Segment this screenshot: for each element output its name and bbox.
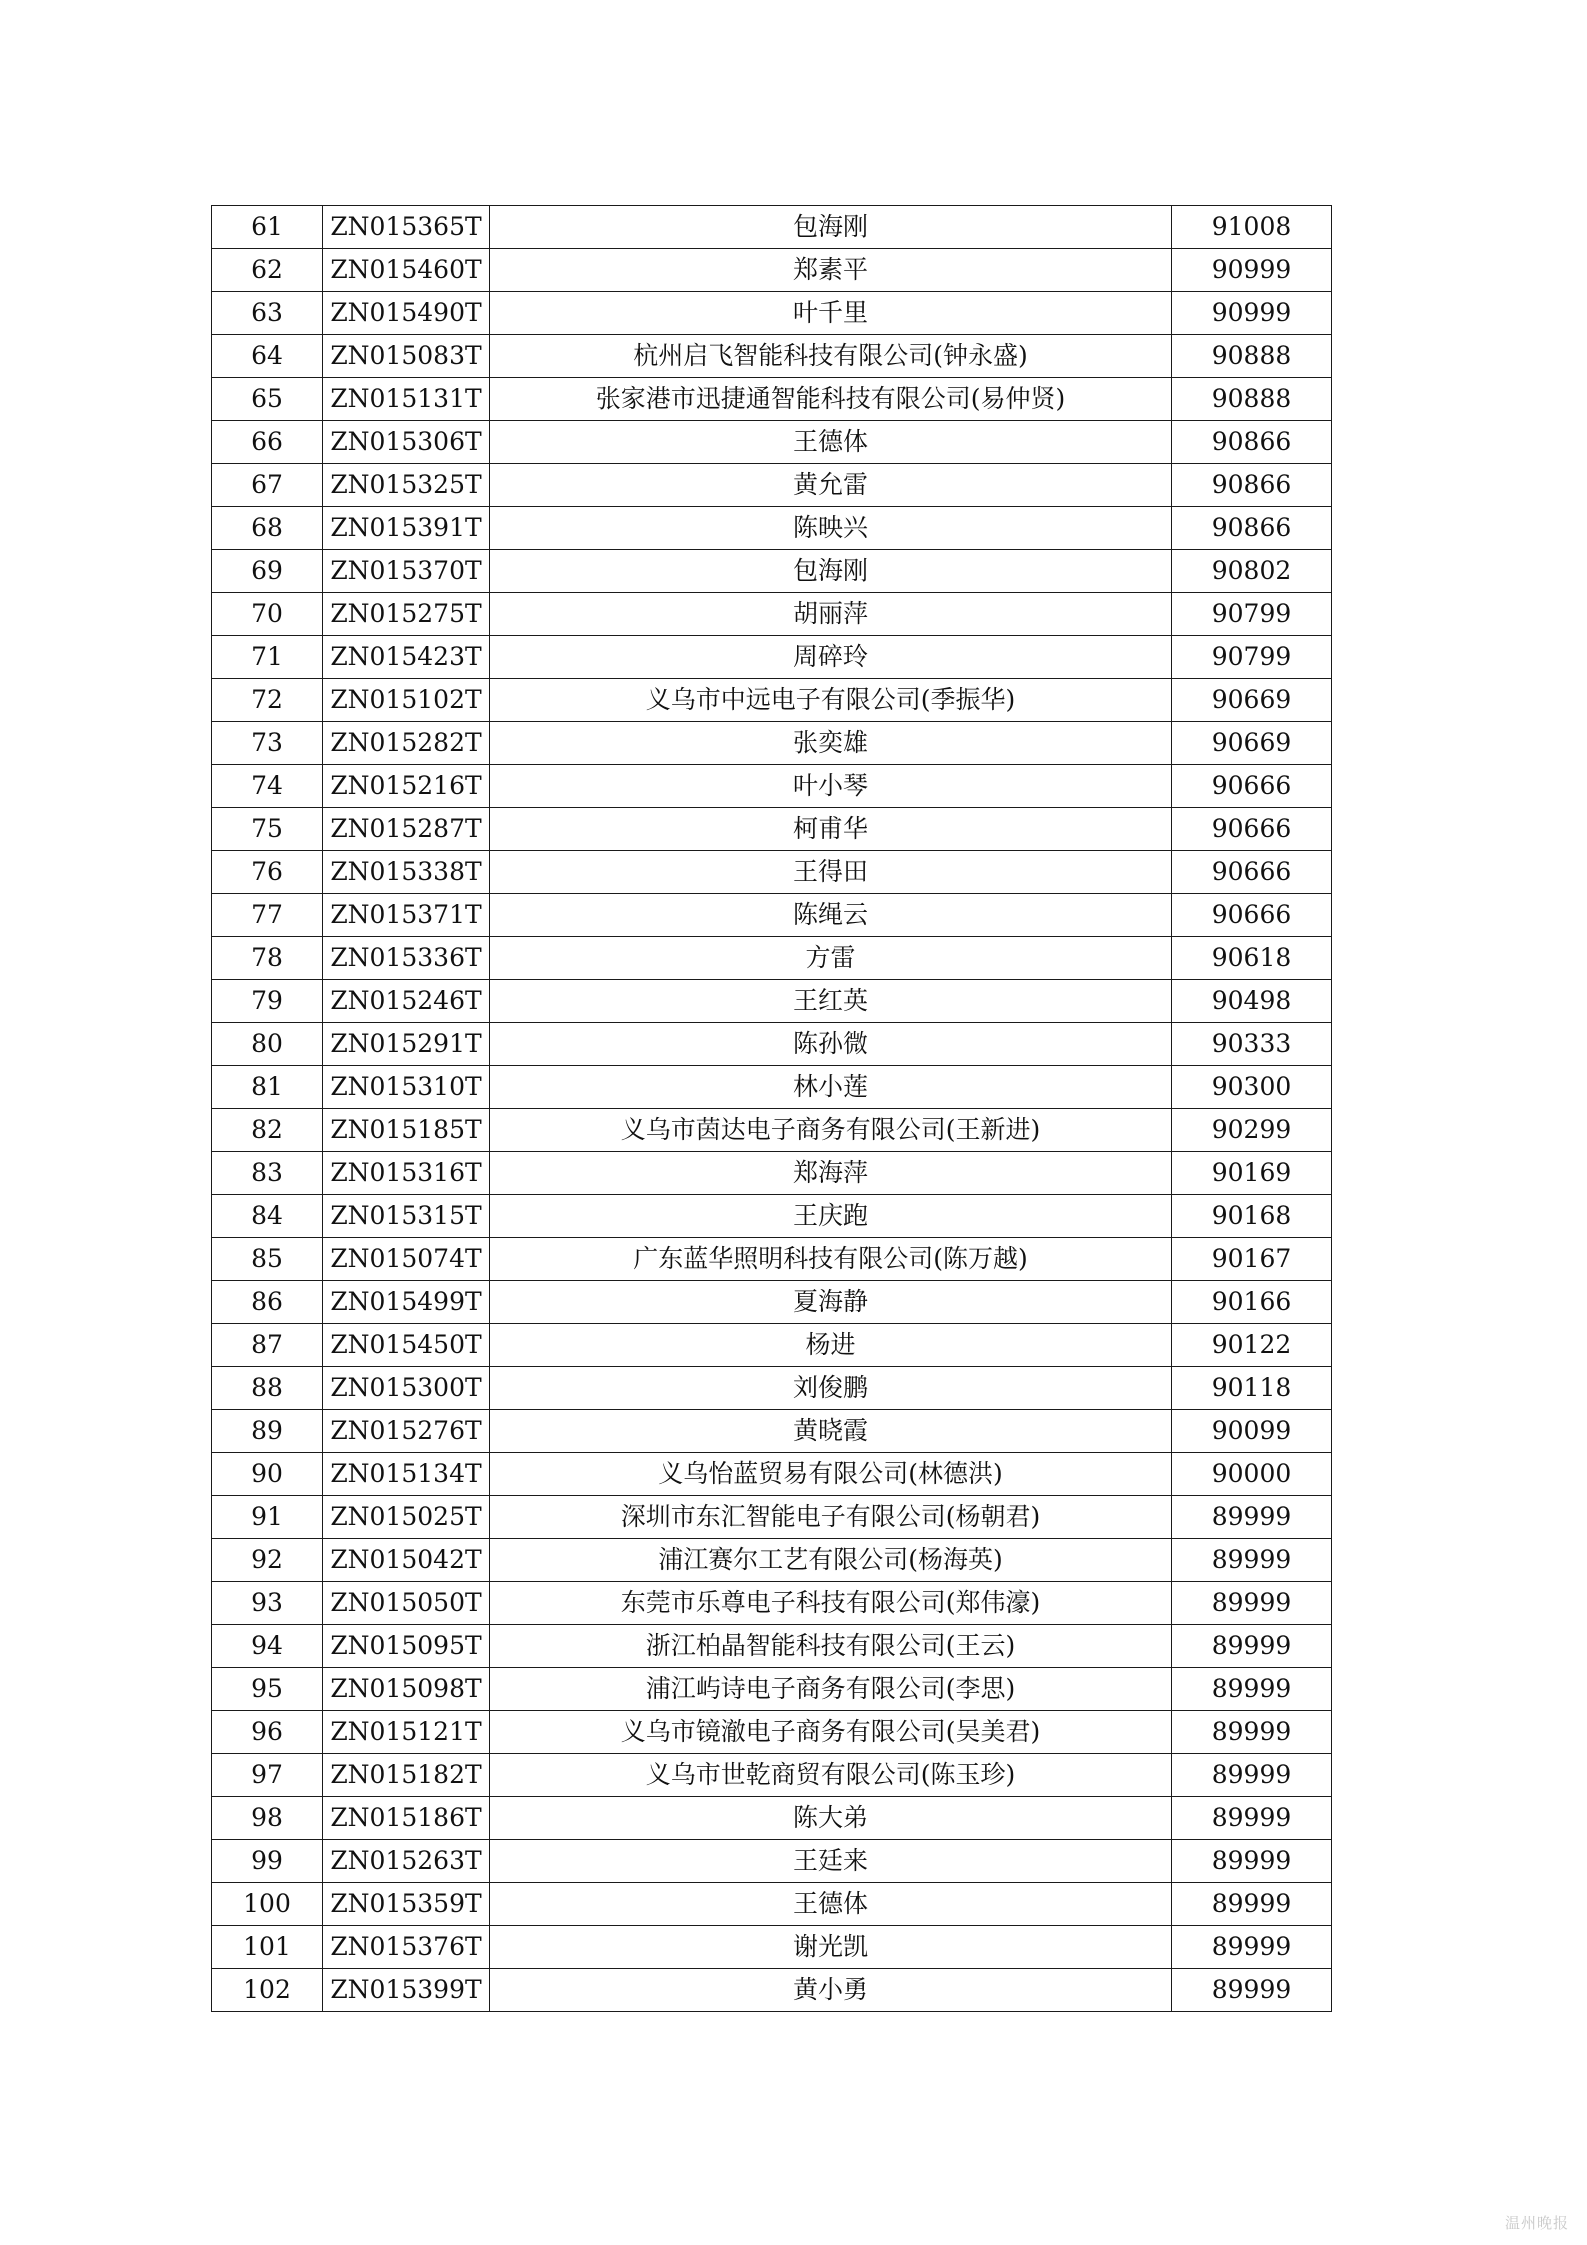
- cell-score: 90799: [1172, 593, 1332, 636]
- table-row: [212, 1539, 1332, 1582]
- cell-name: 杨进: [490, 1324, 1172, 1367]
- cell-score: 90866: [1172, 421, 1332, 464]
- cell-number: 77: [212, 894, 323, 937]
- cell-number: 89: [212, 1410, 323, 1453]
- cell-code: ZN015499T: [323, 1281, 490, 1324]
- cell-code: ZN015263T: [323, 1840, 490, 1883]
- cell-name: 王德体: [490, 1883, 1172, 1926]
- cell-code: ZN015300T: [323, 1367, 490, 1410]
- cell-name: 义乌市世乾商贸有限公司(陈玉珍): [490, 1754, 1172, 1797]
- cell-number: 69: [212, 550, 323, 593]
- cell-score: 90498: [1172, 980, 1332, 1023]
- cell-number: 67: [212, 464, 323, 507]
- cell-number: 64: [212, 335, 323, 378]
- cell-code: ZN015460T: [323, 249, 490, 292]
- cell-code: ZN015370T: [323, 550, 490, 593]
- cell-number: 78: [212, 937, 323, 980]
- cell-name: 陈孙微: [490, 1023, 1172, 1066]
- table-row: [212, 1410, 1332, 1453]
- cell-code: ZN015282T: [323, 722, 490, 765]
- cell-number: 79: [212, 980, 323, 1023]
- cell-code: ZN015316T: [323, 1152, 490, 1195]
- cell-number: 92: [212, 1539, 323, 1582]
- cell-score: 90999: [1172, 292, 1332, 335]
- table-row: [212, 206, 1332, 249]
- cell-code: ZN015095T: [323, 1625, 490, 1668]
- cell-name: 义乌市茵达电子商务有限公司(王新进): [490, 1109, 1172, 1152]
- table-row: [212, 1668, 1332, 1711]
- table-row: [212, 851, 1332, 894]
- table-row: [212, 1625, 1332, 1668]
- table-row: [212, 421, 1332, 464]
- cell-number: 65: [212, 378, 323, 421]
- cell-name: 王得田: [490, 851, 1172, 894]
- table-row: [212, 1453, 1332, 1496]
- cell-code: ZN015102T: [323, 679, 490, 722]
- cell-score: 90169: [1172, 1152, 1332, 1195]
- cell-code: ZN015376T: [323, 1926, 490, 1969]
- cell-score: 90118: [1172, 1367, 1332, 1410]
- cell-score: 90866: [1172, 464, 1332, 507]
- cell-score: 89999: [1172, 1797, 1332, 1840]
- cell-number: 72: [212, 679, 323, 722]
- table-row: [212, 1066, 1332, 1109]
- cell-score: 90299: [1172, 1109, 1332, 1152]
- cell-number: 61: [212, 206, 323, 249]
- cell-number: 99: [212, 1840, 323, 1883]
- cell-number: 62: [212, 249, 323, 292]
- table-row: [212, 1195, 1332, 1238]
- cell-code: ZN015325T: [323, 464, 490, 507]
- cell-name: 张奕雄: [490, 722, 1172, 765]
- cell-score: 91008: [1172, 206, 1332, 249]
- cell-score: 89999: [1172, 1625, 1332, 1668]
- cell-code: ZN015338T: [323, 851, 490, 894]
- cell-code: ZN015287T: [323, 808, 490, 851]
- table-row: [212, 1367, 1332, 1410]
- table-row: [212, 1152, 1332, 1195]
- cell-code: ZN015399T: [323, 1969, 490, 2012]
- cell-name: 柯甫华: [490, 808, 1172, 851]
- cell-code: ZN015291T: [323, 1023, 490, 1066]
- cell-number: 81: [212, 1066, 323, 1109]
- cell-code: ZN015216T: [323, 765, 490, 808]
- cell-name: 陈绳云: [490, 894, 1172, 937]
- cell-name: 黄小勇: [490, 1969, 1172, 2012]
- cell-code: ZN015336T: [323, 937, 490, 980]
- table-row: [212, 593, 1332, 636]
- table-row: [212, 1324, 1332, 1367]
- table-row: [212, 894, 1332, 937]
- cell-code: ZN015391T: [323, 507, 490, 550]
- cell-number: 82: [212, 1109, 323, 1152]
- table-row: [212, 937, 1332, 980]
- table-row: [212, 1883, 1332, 1926]
- cell-code: ZN015310T: [323, 1066, 490, 1109]
- cell-name: 广东蓝华照明科技有限公司(陈万越): [490, 1238, 1172, 1281]
- cell-score: 90122: [1172, 1324, 1332, 1367]
- table-row: [212, 679, 1332, 722]
- cell-code: ZN015025T: [323, 1496, 490, 1539]
- cell-code: ZN015182T: [323, 1754, 490, 1797]
- table-row: [212, 335, 1332, 378]
- cell-name: 叶千里: [490, 292, 1172, 335]
- cell-number: 74: [212, 765, 323, 808]
- cell-name: 张家港市迅捷通智能科技有限公司(易仲贤): [490, 378, 1172, 421]
- cell-number: 68: [212, 507, 323, 550]
- table-row: [212, 1797, 1332, 1840]
- table-row: [212, 1926, 1332, 1969]
- cell-number: 73: [212, 722, 323, 765]
- cell-code: ZN015450T: [323, 1324, 490, 1367]
- cell-name: 陈映兴: [490, 507, 1172, 550]
- cell-score: 90888: [1172, 335, 1332, 378]
- cell-score: 90999: [1172, 249, 1332, 292]
- table-row: [212, 1754, 1332, 1797]
- cell-score: 89999: [1172, 1711, 1332, 1754]
- cell-name: 义乌市镜澈电子商务有限公司(吴美君): [490, 1711, 1172, 1754]
- cell-score: 90866: [1172, 507, 1332, 550]
- cell-number: 87: [212, 1324, 323, 1367]
- cell-name: 东莞市乐尊电子科技有限公司(郑伟濠): [490, 1582, 1172, 1625]
- cell-code: ZN015359T: [323, 1883, 490, 1926]
- cell-score: 90666: [1172, 808, 1332, 851]
- cell-number: 63: [212, 292, 323, 335]
- table-row: [212, 464, 1332, 507]
- cell-code: ZN015276T: [323, 1410, 490, 1453]
- cell-number: 101: [212, 1926, 323, 1969]
- cell-number: 88: [212, 1367, 323, 1410]
- results-table-body: [212, 206, 1332, 2012]
- cell-number: 71: [212, 636, 323, 679]
- cell-score: 90666: [1172, 851, 1332, 894]
- cell-score: 89999: [1172, 1969, 1332, 2012]
- cell-number: 102: [212, 1969, 323, 2012]
- watermark-logo: 温州晚报: [1504, 2214, 1569, 2232]
- cell-code: ZN015246T: [323, 980, 490, 1023]
- cell-number: 94: [212, 1625, 323, 1668]
- results-table: [211, 205, 1332, 2012]
- table-row: [212, 292, 1332, 335]
- table-row: [212, 507, 1332, 550]
- table-row: [212, 1023, 1332, 1066]
- cell-code: ZN015371T: [323, 894, 490, 937]
- cell-name: 义乌怡蓝贸易有限公司(林德洪): [490, 1453, 1172, 1496]
- cell-name: 包海刚: [490, 206, 1172, 249]
- cell-name: 深圳市东汇智能电子有限公司(杨朝君): [490, 1496, 1172, 1539]
- cell-code: ZN015098T: [323, 1668, 490, 1711]
- cell-score: 90669: [1172, 679, 1332, 722]
- cell-score: 90167: [1172, 1238, 1332, 1281]
- cell-code: ZN015050T: [323, 1582, 490, 1625]
- table-row: [212, 765, 1332, 808]
- table-row: [212, 636, 1332, 679]
- cell-name: 方雷: [490, 937, 1172, 980]
- cell-score: 89999: [1172, 1539, 1332, 1582]
- cell-score: 90333: [1172, 1023, 1332, 1066]
- cell-code: ZN015185T: [323, 1109, 490, 1152]
- cell-name: 周碎玲: [490, 636, 1172, 679]
- cell-number: 80: [212, 1023, 323, 1066]
- cell-score: 89999: [1172, 1496, 1332, 1539]
- table-row: [212, 1969, 1332, 2012]
- cell-code: ZN015490T: [323, 292, 490, 335]
- cell-code: ZN015186T: [323, 1797, 490, 1840]
- table-row: [212, 722, 1332, 765]
- cell-number: 98: [212, 1797, 323, 1840]
- cell-score: 89999: [1172, 1668, 1332, 1711]
- cell-number: 66: [212, 421, 323, 464]
- cell-score: 90802: [1172, 550, 1332, 593]
- cell-name: 陈大弟: [490, 1797, 1172, 1840]
- cell-name: 包海刚: [490, 550, 1172, 593]
- table-row: [212, 1711, 1332, 1754]
- cell-code: ZN015423T: [323, 636, 490, 679]
- cell-score: 90618: [1172, 937, 1332, 980]
- cell-name: 夏海静: [490, 1281, 1172, 1324]
- cell-name: 浦江赛尔工艺有限公司(杨海英): [490, 1539, 1172, 1582]
- cell-score: 90166: [1172, 1281, 1332, 1324]
- cell-score: 90000: [1172, 1453, 1332, 1496]
- cell-name: 黄晓霞: [490, 1410, 1172, 1453]
- table-row: [212, 378, 1332, 421]
- cell-name: 王廷来: [490, 1840, 1172, 1883]
- cell-score: 89999: [1172, 1840, 1332, 1883]
- cell-score: 90168: [1172, 1195, 1332, 1238]
- cell-name: 郑海萍: [490, 1152, 1172, 1195]
- table-row: [212, 1496, 1332, 1539]
- table-row: [212, 1281, 1332, 1324]
- cell-code: ZN015083T: [323, 335, 490, 378]
- cell-number: 83: [212, 1152, 323, 1195]
- cell-number: 96: [212, 1711, 323, 1754]
- cell-name: 黄允雷: [490, 464, 1172, 507]
- cell-code: ZN015042T: [323, 1539, 490, 1582]
- cell-number: 100: [212, 1883, 323, 1926]
- cell-score: 90666: [1172, 894, 1332, 937]
- table-row: [212, 1109, 1332, 1152]
- cell-score: 89999: [1172, 1582, 1332, 1625]
- table-row: [212, 550, 1332, 593]
- cell-code: ZN015275T: [323, 593, 490, 636]
- table-row: [212, 249, 1332, 292]
- cell-score: 90799: [1172, 636, 1332, 679]
- cell-name: 义乌市中远电子有限公司(季振华): [490, 679, 1172, 722]
- cell-score: 90099: [1172, 1410, 1332, 1453]
- table-row: [212, 1840, 1332, 1883]
- cell-number: 93: [212, 1582, 323, 1625]
- table-row: [212, 1582, 1332, 1625]
- cell-number: 70: [212, 593, 323, 636]
- cell-code: ZN015131T: [323, 378, 490, 421]
- cell-name: 王庆跑: [490, 1195, 1172, 1238]
- cell-name: 胡丽萍: [490, 593, 1172, 636]
- table-row: [212, 980, 1332, 1023]
- cell-name: 谢光凯: [490, 1926, 1172, 1969]
- cell-name: 王红英: [490, 980, 1172, 1023]
- cell-number: 91: [212, 1496, 323, 1539]
- cell-score: 90300: [1172, 1066, 1332, 1109]
- cell-code: ZN015306T: [323, 421, 490, 464]
- cell-name: 浦江屿诗电子商务有限公司(李思): [490, 1668, 1172, 1711]
- cell-score: 89999: [1172, 1883, 1332, 1926]
- cell-score: 89999: [1172, 1754, 1332, 1797]
- cell-code: ZN015315T: [323, 1195, 490, 1238]
- cell-name: 叶小琴: [490, 765, 1172, 808]
- cell-number: 95: [212, 1668, 323, 1711]
- table-row: [212, 808, 1332, 851]
- cell-name: 郑素平: [490, 249, 1172, 292]
- cell-score: 89999: [1172, 1926, 1332, 1969]
- table-row: [212, 1238, 1332, 1281]
- cell-code: ZN015134T: [323, 1453, 490, 1496]
- cell-name: 浙江柏晶智能科技有限公司(王云): [490, 1625, 1172, 1668]
- cell-number: 85: [212, 1238, 323, 1281]
- cell-name: 王德体: [490, 421, 1172, 464]
- cell-code: ZN015074T: [323, 1238, 490, 1281]
- cell-score: 90669: [1172, 722, 1332, 765]
- cell-code: ZN015365T: [323, 206, 490, 249]
- cell-code: ZN015121T: [323, 1711, 490, 1754]
- cell-number: 75: [212, 808, 323, 851]
- cell-number: 86: [212, 1281, 323, 1324]
- cell-number: 90: [212, 1453, 323, 1496]
- cell-score: 90888: [1172, 378, 1332, 421]
- cell-score: 90666: [1172, 765, 1332, 808]
- cell-name: 刘俊鹏: [490, 1367, 1172, 1410]
- cell-number: 97: [212, 1754, 323, 1797]
- cell-number: 84: [212, 1195, 323, 1238]
- cell-name: 杭州启飞智能科技有限公司(钟永盛): [490, 335, 1172, 378]
- cell-name: 林小莲: [490, 1066, 1172, 1109]
- cell-number: 76: [212, 851, 323, 894]
- document-page: [211, 205, 1331, 2012]
